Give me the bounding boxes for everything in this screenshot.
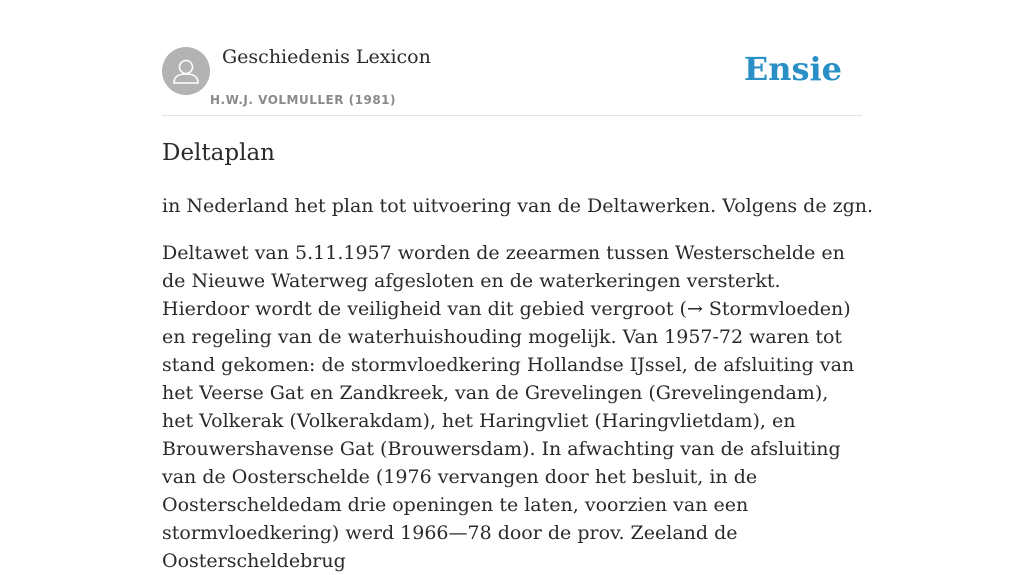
page-header: [162, 46, 862, 116]
entry-title: Deltaplan: [162, 140, 275, 166]
user-avatar-icon[interactable]: [162, 47, 210, 95]
author-byline[interactable]: H.W.J. VOLMULLER (1981): [210, 93, 397, 107]
ensie-logo[interactable]: Ensie: [743, 50, 842, 88]
entry-paragraph: in Nederland het plan tot uitvoering van de Deltawerken. Volgens de zgn.: [162, 195, 874, 217]
header-divider: [162, 115, 862, 116]
entry-paragraph: Deltawet van 5.11.1957 worden de zeearmen tussen Westerschelde en de Nieuwe Waterweg afgesloten en de waterkeringen versterkt. Hierdoor wordt de veiligheid van dit gebied vergroot (→ Stormvloeden) en regeling van de waterhuishouding mogelijk. Van 1957-72 waren tot stand gekomen: de stormvloedkering Hollandse IJssel, de afsluiting van het Veerse Gat en Zandkreek, van de Grevelingen (Grevelingendam), het Volkerak (Volkerakdam), het Haringvliet (Haringvlietdam), en Brouwershavense Gat (Brouwersdam). In afwachting van de afsluiting van de Oosterschelde (1976 vervangen door het besluit, in de Oosterscheldedam drie openingen te laten, voorzien van een stormvloedkering) werd 1966—78 door de prov. Zeeland de Oosterscheldebrug: [162, 242, 855, 572]
lexicon-title[interactable]: Geschiedenis Lexicon: [222, 46, 431, 68]
